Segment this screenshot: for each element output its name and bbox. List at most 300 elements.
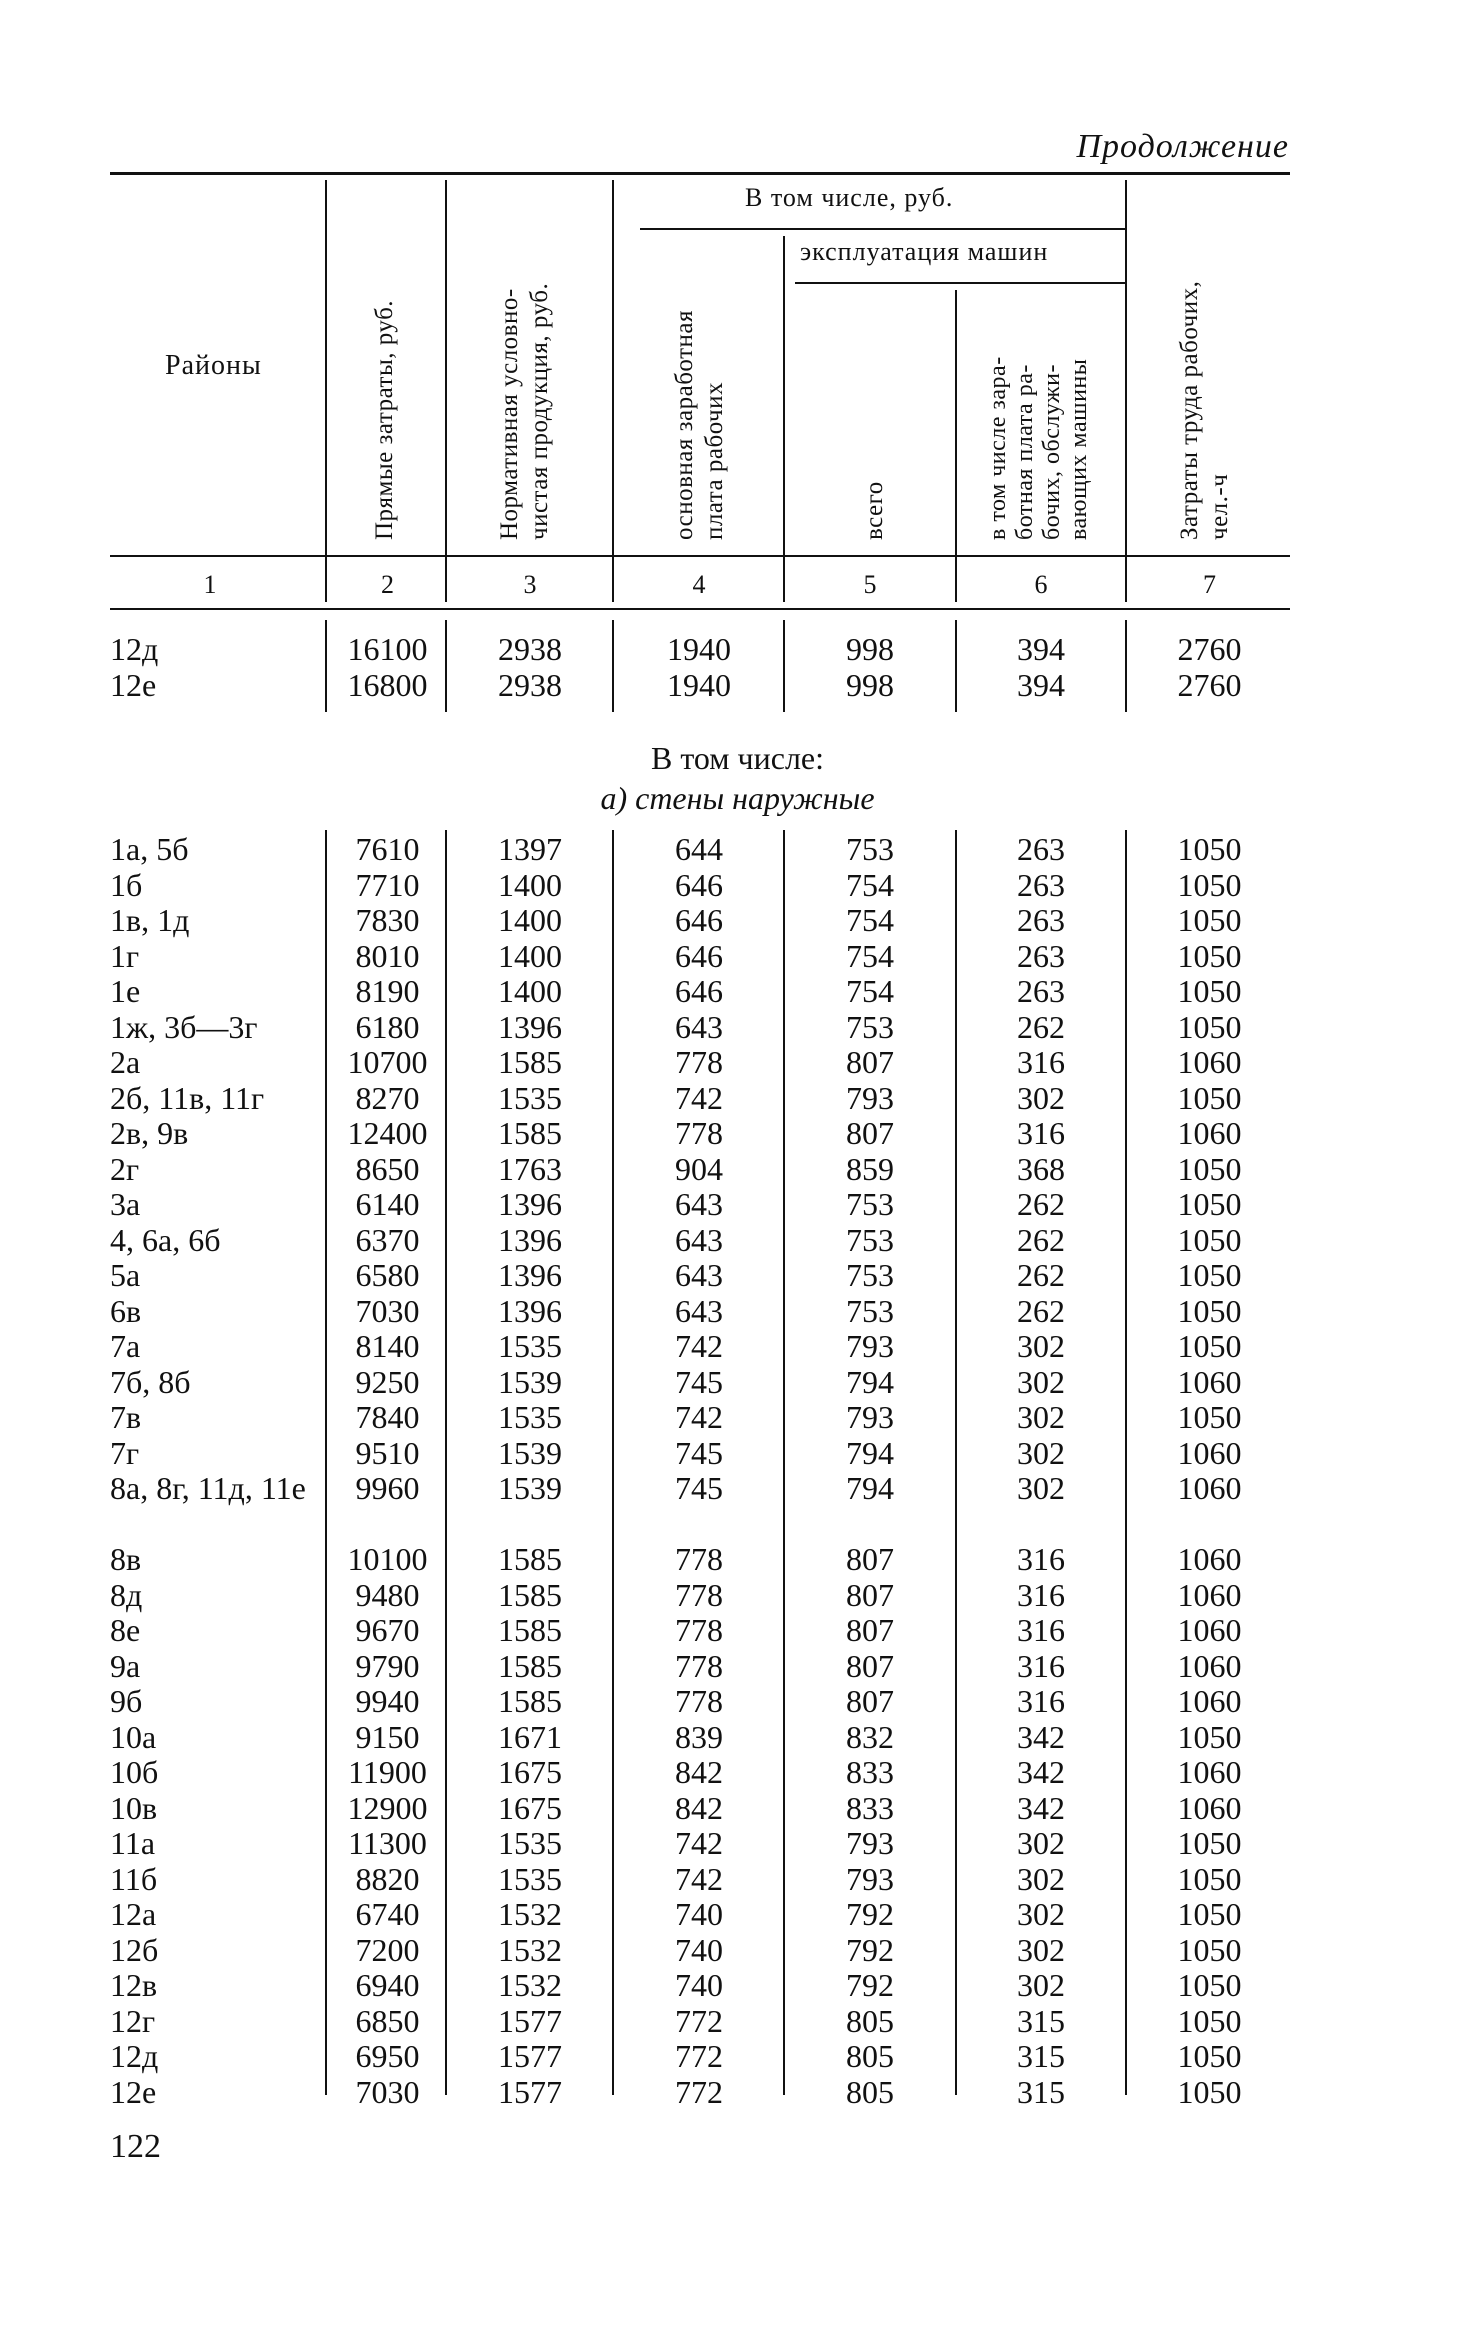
cell-direct-costs: 9670 [355,1612,420,1648]
cell-normative-output: 1675 [498,1754,562,1790]
cell-normative-output: 1532 [498,1931,562,1968]
cell-machine-wages: 316 [1017,1115,1065,1151]
cell-direct-costs: 6950 [355,2038,420,2074]
header-base-wages: основная заработная плата рабочих [671,310,728,540]
header-sep-2 [445,180,447,602]
cell-direct-costs: 6740 [355,1896,420,1932]
cell-machine-wages: 342 [1017,1718,1065,1755]
page-number: 122 [110,2128,161,2165]
cell-district: 1е [110,973,141,1009]
cell-base-wages: 740 [675,1967,723,2003]
cell-district: 10а [110,1718,157,1755]
cell-base-wages: 842 [675,1754,723,1790]
colnum-bottom-rule [110,608,1290,610]
cell-direct-costs: 7030 [355,1292,420,1329]
cell-district: 10в [110,1789,158,1826]
colnum-2: 2 [381,570,394,599]
cell-machine-total: 832 [846,1718,894,1755]
colnum-6: 6 [1034,570,1048,599]
cell-direct-costs: 8010 [355,937,420,974]
cell-base-wages: 742 [675,1328,723,1364]
cell-machine-wages: 316 [1017,1683,1065,1719]
cell-normative-output: 1396 [498,1186,562,1222]
cell-labor-costs: 1050 [1177,2002,1242,2039]
cell-base-wages: 643 [675,1008,723,1045]
cell-direct-costs: 8190 [355,973,420,1009]
cell-base-wages: 745 [675,1363,723,1400]
cell-labor-costs: 1050 [1177,1718,1242,1755]
cell-machine-total: 753 [846,1186,894,1222]
cell-base-wages: 772 [675,2038,723,2074]
header-districts: Районы [165,350,262,381]
cell-labor-costs: 1060 [1177,1363,1242,1400]
cell-normative-output: 1671 [498,1718,562,1755]
cell-district: 2г [110,1150,140,1187]
header-group-including: В том числе, руб. [745,183,954,212]
cell-labor-costs: 1050 [1177,902,1242,938]
cell-direct-costs: 16100 [347,631,428,667]
table-row [0,1684,1300,1719]
cell-normative-output: 1539 [498,1470,562,1506]
cell-machine-total: 792 [846,1896,894,1932]
cell-district: 1в, 1д [110,902,190,938]
cell-district: 11б [110,1860,158,1897]
group-underline [640,228,1125,230]
cell-machine-total: 754 [846,902,894,938]
cell-base-wages: 646 [675,866,723,903]
cell-machine-total: 793 [846,1860,894,1897]
cell-district: 7в [110,1399,142,1435]
cell-direct-costs: 10100 [347,1541,428,1577]
header-machine-wages: в том числе зара- ботная плата ра- бочих, обслужи- вающих машины [985,356,1092,540]
cell-normative-output: 1585 [498,1044,562,1080]
cell-direct-costs: 7710 [355,866,420,903]
cell-district: 9б [110,1683,143,1719]
table-row [0,1294,1300,1329]
cell-machine-wages: 263 [1017,902,1065,938]
cell-district: 5а [110,1257,141,1293]
cell-machine-wages: 302 [1017,1470,1065,1506]
cell-base-wages: 778 [675,1044,723,1080]
cell-direct-costs: 7610 [355,831,420,867]
cell-district: 12е [110,667,157,703]
cell-direct-costs: 6140 [355,1186,420,1222]
cell-machine-wages: 302 [1017,1434,1065,1471]
cell-machine-wages: 302 [1017,1079,1065,1116]
cell-machine-total: 794 [846,1470,894,1506]
cell-base-wages: 643 [675,1221,723,1258]
cell-labor-costs: 1050 [1177,1292,1242,1329]
table-row [0,1152,1300,1187]
cell-base-wages: 778 [675,1576,723,1613]
table-row [0,1897,1300,1932]
cell-district: 12д [110,2038,159,2074]
cell-base-wages: 745 [675,1434,723,1471]
cell-direct-costs: 9250 [355,1363,420,1400]
cell-direct-costs: 12900 [347,1789,428,1826]
cell-normative-output: 1535 [498,1825,562,1861]
cell-labor-costs: 1060 [1177,1115,1242,1151]
table-row [0,1010,1300,1045]
cell-machine-wages: 302 [1017,1825,1065,1861]
cell-direct-costs: 12400 [347,1115,428,1151]
cell-labor-costs: 1050 [1177,2038,1242,2074]
subgroup-underline [795,282,1125,284]
cell-normative-output: 1577 [498,2073,562,2110]
cell-labor-costs: 1050 [1177,1860,1242,1897]
cell-labor-costs: 1050 [1177,1399,1242,1435]
cell-district: 12в [110,1967,158,2003]
colnum-7: 7 [1203,570,1216,599]
cell-direct-costs: 6940 [355,1967,420,2003]
cell-base-wages: 742 [675,1399,723,1435]
cell-machine-wages: 263 [1017,973,1065,1009]
cell-district: 2в, 9в [110,1115,189,1151]
cell-machine-wages: 262 [1017,1221,1065,1258]
cell-direct-costs: 9510 [355,1434,420,1471]
cell-labor-costs: 1060 [1177,1754,1242,1790]
cell-machine-wages: 394 [1017,631,1065,667]
colnum-3: 3 [523,570,537,599]
table-row [0,1081,1300,1116]
cell-normative-output: 1397 [498,831,562,867]
cell-base-wages: 646 [675,902,723,938]
cell-direct-costs: 9480 [355,1576,420,1613]
cell-labor-costs: 1050 [1177,1008,1242,1045]
cell-labor-costs: 1060 [1177,1576,1242,1613]
table-row [0,974,1300,1009]
cell-direct-costs: 8270 [355,1079,420,1116]
table-row [0,1755,1300,1790]
cell-normative-output: 1539 [498,1434,562,1471]
section-title: В том числе: [650,740,825,776]
cell-direct-costs: 8140 [355,1328,420,1364]
cell-normative-output: 1400 [498,973,562,1009]
cell-base-wages: 740 [675,1896,723,1932]
cell-machine-total: 794 [846,1363,894,1400]
cell-machine-wages: 263 [1017,831,1065,867]
cell-machine-total: 793 [846,1328,894,1364]
cell-base-wages: 646 [675,973,723,1009]
colnum-5: 5 [863,570,877,599]
cell-direct-costs: 9960 [355,1470,420,1506]
cell-normative-output: 1585 [498,1683,562,1719]
cell-machine-wages: 315 [1017,2002,1065,2039]
table-row [0,1365,1300,1400]
cell-machine-wages: 302 [1017,1931,1065,1968]
cell-district: 1г [110,937,140,974]
cell-normative-output: 1577 [498,2002,562,2039]
cell-labor-costs: 1050 [1177,1825,1242,1861]
cell-labor-costs: 1050 [1177,1896,1242,1932]
cell-machine-total: 753 [846,1008,894,1045]
cell-district: 12а [110,1896,157,1932]
cell-machine-total: 793 [846,1825,894,1861]
cell-labor-costs: 1050 [1177,1079,1242,1116]
cell-normative-output: 2938 [498,631,562,667]
cell-direct-costs: 6180 [355,1008,420,1045]
cell-labor-costs: 1050 [1177,973,1242,1009]
cell-labor-costs: 1060 [1177,1683,1242,1719]
header-sep-6 [1125,180,1127,602]
cell-labor-costs: 1050 [1177,937,1242,974]
cell-base-wages: 745 [675,1470,723,1506]
cell-labor-costs: 1050 [1177,1257,1242,1293]
table-row [0,1578,1300,1613]
cell-direct-costs: 6370 [355,1221,420,1258]
cell-machine-wages: 315 [1017,2073,1065,2110]
cell-machine-wages: 316 [1017,1541,1065,1577]
cell-labor-costs: 1060 [1177,1789,1242,1826]
cell-machine-total: 833 [846,1789,894,1826]
cell-machine-wages: 263 [1017,866,1065,903]
cell-labor-costs: 1050 [1177,866,1242,903]
cell-direct-costs: 7830 [355,902,420,938]
cell-district: 1ж, 3б—3г [110,1008,258,1045]
cell-labor-costs: 1060 [1177,1647,1242,1684]
cell-labor-costs: 1050 [1177,1328,1242,1364]
table-row [0,868,1300,903]
cell-machine-wages: 262 [1017,1292,1065,1329]
cell-normative-output: 1400 [498,902,562,938]
cell-direct-costs: 9940 [355,1683,420,1719]
header-direct-costs: Прямые затраты, руб. [371,299,398,540]
cell-base-wages: 1940 [667,667,731,703]
cell-direct-costs: 16800 [347,667,428,703]
cell-machine-wages: 262 [1017,1186,1065,1222]
cell-labor-costs: 1060 [1177,1541,1242,1577]
colnum-4: 4 [692,570,706,599]
cell-direct-costs: 9790 [355,1647,420,1684]
cell-labor-costs: 1050 [1177,1967,1242,2003]
cell-machine-total: 753 [846,1257,894,1293]
cell-district: 7б, 8б [110,1363,191,1400]
cell-district: 9а [110,1647,141,1684]
cell-labor-costs: 1060 [1177,1470,1242,1506]
cell-base-wages: 643 [675,1292,723,1329]
table-row [0,1223,1300,1258]
cell-base-wages: 778 [675,1647,723,1684]
cell-machine-total: 793 [846,1399,894,1435]
cell-machine-wages: 342 [1017,1754,1065,1790]
cell-machine-wages: 302 [1017,1967,1065,2003]
cell-direct-costs: 7030 [355,2073,420,2110]
cell-machine-total: 753 [846,831,894,867]
table-row [0,2075,1300,2110]
cell-direct-costs: 6850 [355,2002,420,2039]
table-row [0,1862,1300,1897]
cell-district: 3а [110,1186,141,1222]
cell-labor-costs: 1060 [1177,1044,1242,1080]
cell-machine-wages: 302 [1017,1896,1065,1932]
header-total: всего [861,481,888,540]
cell-direct-costs: 8820 [355,1860,420,1897]
header-sep-3 [612,180,614,602]
table-row [0,1720,1300,1755]
cell-base-wages: 643 [675,1186,723,1222]
cell-labor-costs: 2760 [1177,667,1242,703]
table-row [0,2004,1300,2039]
table-row [0,1933,1300,1968]
table-top-rule [110,172,1290,175]
cell-machine-wages: 302 [1017,1860,1065,1897]
cell-district: 8а, 8г, 11д, 11е [110,1470,306,1506]
cell-district: 4, 6а, 6б [110,1221,221,1258]
header-sep-1 [325,180,327,602]
header-labor-costs: Затраты труда рабочих, чел.-ч [1176,280,1233,540]
table-row [0,1826,1300,1861]
cell-district: 1а, 5б [110,831,189,867]
cell-direct-costs: 7840 [355,1399,420,1435]
cell-labor-costs: 1050 [1177,2073,1242,2110]
table-row [0,1258,1300,1293]
cell-machine-total: 753 [846,1221,894,1258]
cell-district: 6в [110,1292,142,1329]
cell-machine-wages: 316 [1017,1576,1065,1613]
cell-base-wages: 742 [675,1860,723,1897]
cell-machine-wages: 342 [1017,1789,1065,1826]
cell-direct-costs: 10700 [347,1044,428,1080]
cell-district: 8в [110,1541,142,1577]
table-row [0,832,1300,867]
table-row [0,1045,1300,1080]
table-row [0,668,1300,703]
cell-machine-wages: 302 [1017,1363,1065,1400]
cell-machine-wages: 302 [1017,1328,1065,1364]
cell-machine-total: 807 [846,1115,894,1151]
table-row [0,1471,1300,1506]
cell-base-wages: 778 [675,1612,723,1648]
continuation-label: Продолжение [1076,128,1289,165]
cell-normative-output: 1585 [498,1647,562,1684]
cell-machine-wages: 262 [1017,1008,1065,1045]
cell-machine-wages: 368 [1017,1150,1065,1187]
cell-machine-total: 859 [846,1150,894,1187]
cell-base-wages: 644 [675,831,723,867]
cell-base-wages: 778 [675,1115,723,1151]
table-row [0,1329,1300,1364]
header-normative-output: Нормативная условно- чистая продукция, руб. [496,282,553,540]
cell-district: 12е [110,2073,157,2110]
cell-machine-total: 793 [846,1079,894,1116]
cell-direct-costs: 6580 [355,1257,420,1293]
cell-normative-output: 1400 [498,866,562,903]
cell-machine-total: 807 [846,1576,894,1613]
cell-machine-wages: 316 [1017,1647,1065,1684]
table-row [0,1613,1300,1648]
cell-machine-total: 805 [846,2038,894,2074]
cell-machine-total: 753 [846,1292,894,1329]
cell-normative-output: 1396 [498,1292,562,1329]
cell-machine-total: 754 [846,973,894,1009]
cell-district: 11а [110,1825,156,1861]
cell-normative-output: 1535 [498,1399,562,1435]
cell-labor-costs: 1060 [1177,1612,1242,1648]
cell-machine-total: 807 [846,1647,894,1684]
table-row [0,1116,1300,1151]
cell-normative-output: 1585 [498,1115,562,1151]
cell-machine-wages: 316 [1017,1612,1065,1648]
cell-normative-output: 1396 [498,1221,562,1258]
cell-machine-total: 833 [846,1754,894,1790]
cell-normative-output: 1675 [498,1789,562,1826]
cell-base-wages: 772 [675,2073,723,2110]
cell-direct-costs: 11900 [348,1754,427,1790]
table-row [0,939,1300,974]
cell-labor-costs: 1050 [1177,1186,1242,1222]
table-row [0,2039,1300,2074]
cell-normative-output: 1539 [498,1363,562,1400]
cell-base-wages: 772 [675,2002,723,2039]
cell-district: 2б, 11в, 11г [110,1079,265,1116]
cell-district: 12г [110,2002,156,2039]
cell-labor-costs: 1050 [1177,1931,1242,1968]
cell-machine-total: 807 [846,1044,894,1080]
table-row [0,632,1300,667]
cell-normative-output: 1535 [498,1079,562,1116]
cell-base-wages: 1940 [667,631,731,667]
cell-machine-total: 998 [846,667,894,703]
cell-district: 7а [110,1328,141,1364]
cell-base-wages: 778 [675,1541,723,1577]
colnum-1: 1 [203,570,217,599]
table-row [0,1791,1300,1826]
cell-base-wages: 646 [675,937,723,974]
cell-normative-output: 1585 [498,1612,562,1648]
table-row [0,1436,1300,1471]
cell-labor-costs: 1050 [1177,831,1242,867]
cell-normative-output: 1535 [498,1860,562,1897]
header-machine-operation: эксплуатация машин [800,237,1049,266]
cell-district: 2а [110,1044,141,1080]
cell-district: 12д [110,631,159,667]
cell-machine-wages: 263 [1017,937,1065,974]
cell-machine-total: 805 [846,2073,894,2110]
header-sep-5 [955,290,957,602]
table-row [0,1400,1300,1435]
cell-normative-output: 1585 [498,1541,562,1577]
cell-machine-total: 805 [846,2002,894,2039]
cell-normative-output: 1532 [498,1967,562,2003]
cell-direct-costs: 7200 [355,1931,420,1968]
cell-base-wages: 904 [675,1150,723,1187]
cell-base-wages: 839 [675,1718,723,1755]
header-sep-4 [783,236,785,602]
cell-district: 1б [110,866,143,903]
cell-direct-costs: 9150 [355,1718,420,1755]
cell-labor-costs: 1050 [1177,1221,1242,1258]
cell-district: 8д [110,1576,143,1613]
cell-district: 10б [110,1754,159,1790]
cell-machine-wages: 315 [1017,2038,1065,2074]
table-row [0,1542,1300,1577]
cell-normative-output: 1577 [498,2038,562,2074]
cell-base-wages: 643 [675,1257,723,1293]
cell-machine-wages: 262 [1017,1257,1065,1293]
cell-district: 8е [110,1612,141,1648]
cell-machine-total: 754 [846,937,894,974]
cell-machine-total: 792 [846,1967,894,2003]
table-row [0,1187,1300,1222]
cell-district: 12б [110,1931,159,1968]
cell-base-wages: 778 [675,1683,723,1719]
cell-district: 7г [110,1434,140,1471]
cell-machine-total: 998 [846,631,894,667]
cell-base-wages: 842 [675,1789,723,1826]
cell-base-wages: 742 [675,1825,723,1861]
cell-machine-total: 792 [846,1931,894,1968]
cell-direct-costs: 8650 [355,1150,420,1187]
